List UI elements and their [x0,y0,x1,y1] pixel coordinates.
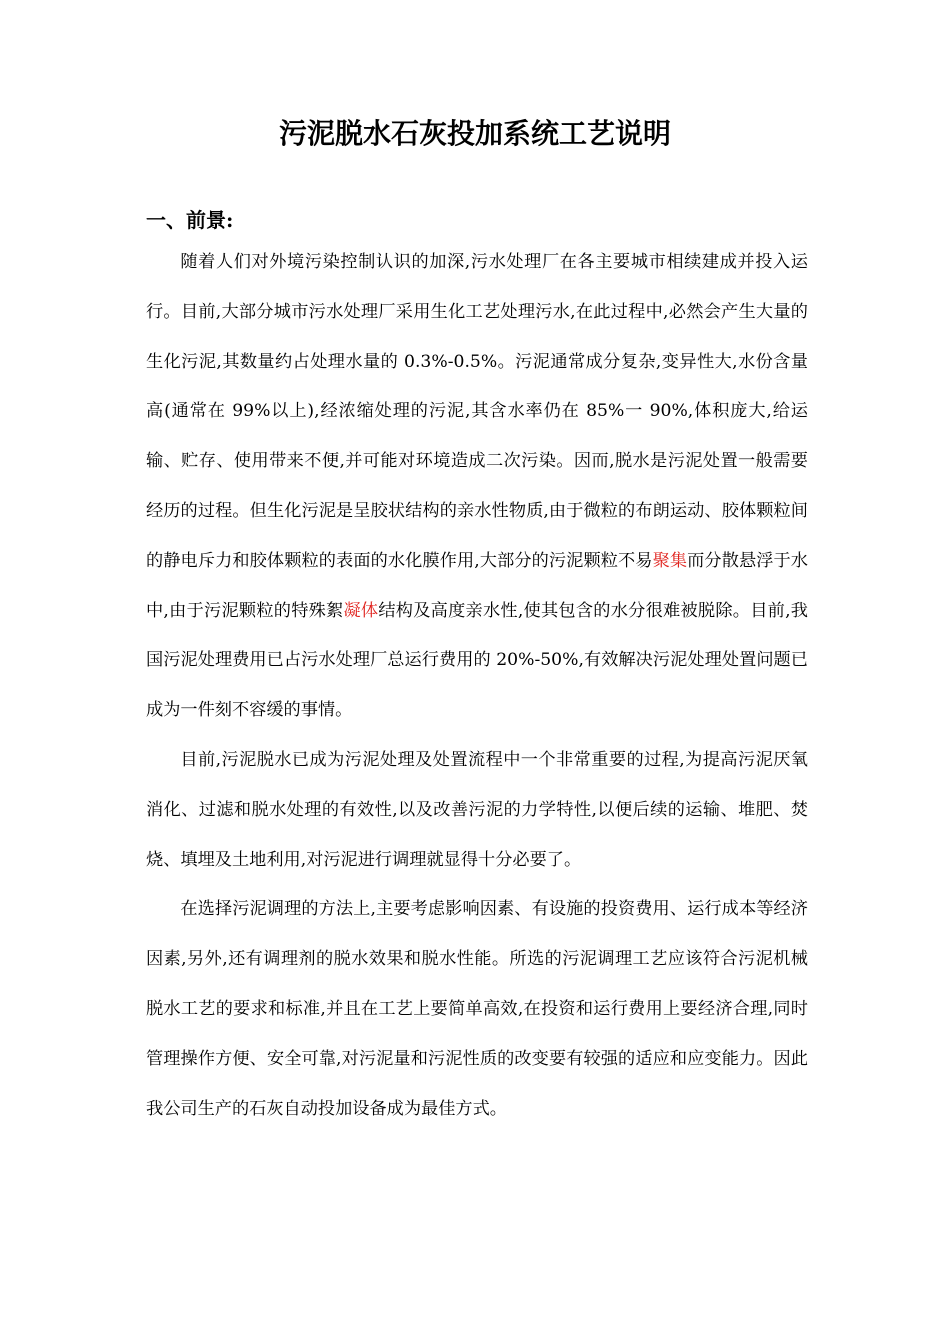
highlight-word-1: 聚集 [652,550,688,571]
document-title: 污泥脱水石灰投加系统工艺说明 [278,117,671,150]
paragraph-1-text-b: 而分散悬浮于水中,由于污泥颗粒的特殊絮 [146,550,808,621]
paragraph-1-text-c: 结构及高度亲水性,使其包含的水分很难被脱除。目前,我国污泥处理费用已占污水处理厂总运行费用的 20%-50%,有效解决污泥处理处置问题已成为一件刻不容缓的事情。 [146,600,808,721]
paragraph-1-text-a: 随着人们对外境污染控制认识的加深,污水处理厂在各主要城市相续建成并投入运行。目前,大部分城市污水处理厂采用生化工艺处理污水,在此过程中,必然会产生大量的生化污泥,其数量约占处理水量的 0.3%-0.5%。污泥通常成分复杂,变异性大,水份含量高(通常在 99%以上),经浓缩处理的污泥,其含水率仍在 85%一 90%,体积庞大,给运输、贮存、使用带来不便,并可能对环境造成二次污染。因而,脱水是污泥处置一般需要经历的过程。但生化污泥是呈胶状结构的亲水性物质,由于微粒的布朗运动、胶体颗粒间的静电斥力和胶体颗粒的表面的水化膜作用,大部分的污泥颗粒不易 [146,252,808,571]
paragraph-1 [146,238,808,736]
paragraph-3: 在选择污泥调理的方法上,主要考虑影响因素、有设施的投资费用、运行成本等经济因素,另外,还有调理剂的脱水效果和脱水性能。所选的污泥调理工艺应该符合污泥机械脱水工艺的要求和标准,并且在工艺上要简单高效,在投资和运行费用上要经济合理,同时管理操作方便、安全可靠,对污泥量和污泥性质的改变要有较强的适应和应变能力。因此我公司生产的石灰自动投加设备成为最佳方式。 [146,899,808,1119]
paragraph-2: 目前,污泥脱水已成为污泥处理及处置流程中一个非常重要的过程,为提高污泥厌氧消化、过滤和脱水处理的有效性,以及改善污泥的力学特性,以便后续的运输、堆肥、焚烧、填埋及土地利用,对污泥进行调理就显得十分必要了。 [146,749,808,870]
highlight-word-2: 凝体 [343,600,379,621]
section-heading: 一、前景: [146,208,234,232]
section-body [146,238,808,1134]
